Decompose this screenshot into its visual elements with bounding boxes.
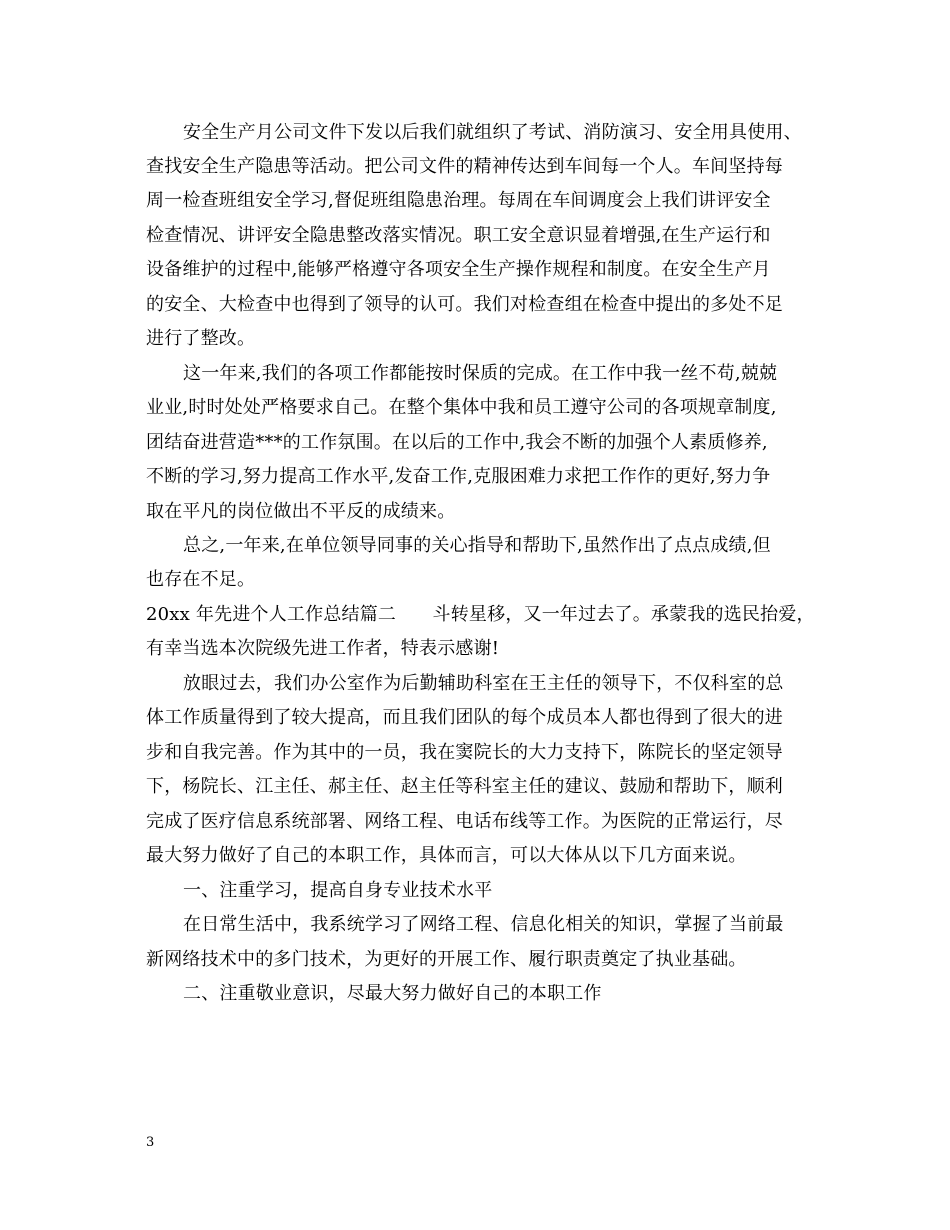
paragraph-1-line-1: 安全生产月公司文件下发以后我们就组织了考试、消防演习、安全用具使用、: [183, 122, 802, 143]
paragraph-3-line-2: 也存在不足。: [146, 569, 256, 590]
paragraph-2-line-5: 取在平凡的岗位做出不平反的成绩来。: [146, 501, 456, 522]
paragraph-5-line-2: 体工作质量得到了较大提高，而且我们团队的每个成员本人都也得到了很大的进: [146, 707, 783, 728]
section-heading-line-1: 20xx 年先进个人工作总结篇二 斗转星移，又一年过去了。承蒙我的选民抬爱，: [146, 604, 815, 625]
page-number: 3: [146, 1135, 155, 1150]
paragraph-2-line-2: 业业,时时处处严格要求自己。在整个集体中我和员工遵守公司的各项规章制度,: [146, 397, 777, 418]
paragraph-5-line-6: 最大努力做好了自己的本职工作，具体而言，可以大体从以下几方面来说。: [146, 845, 747, 866]
paragraph-2-line-3: 团结奋进营造***的工作氛围。在以后的工作中,我会不断的加强个人素质修养,: [146, 432, 768, 453]
paragraph-5-line-1: 放眼过去，我们办公室作为后勤辅助科室在王主任的领导下，不仅科室的总: [183, 673, 784, 694]
paragraph-3-line-1: 总之,一年来,在单位领导同事的关心指导和帮助下,虽然作出了点点成绩,但: [183, 535, 771, 556]
section-heading-line-2: 有幸当选本次院级先进工作者，特表示感谢!: [146, 638, 500, 659]
paragraph-5-line-5: 完成了医疗信息系统部署、网络工程、电话布线等工作。为医院的正常运行，尽: [146, 811, 783, 832]
paragraph-7-line-2: 新网络技术中的多门技术，为更好的开展工作、履行职责奠定了执业基础。: [146, 949, 747, 970]
paragraph-2-line-4: 不断的学习,努力提高工作水平,发奋工作,克服困难力求把工作作的更好,努力争: [146, 466, 771, 487]
paragraph-1-line-6: 的安全、大检查中也得到了领导的认可。我们对检查组在检查中提出的多处不足: [146, 294, 783, 315]
paragraph-1-line-3: 周一检查班组安全学习,督促班组隐患治理。每周在车间调度会上我们讲评安全: [146, 190, 771, 211]
paragraph-1-line-2: 查找安全生产隐患等活动。把公司文件的精神传达到车间每一个人。车间坚持每: [146, 156, 783, 177]
paragraph-1-line-4: 检查情况、讲评安全隐患整改落实情况。职工安全意识显着增强,在生产运行和: [146, 225, 771, 246]
subheading-1: 一、注重学习，提高自身专业技术水平: [183, 880, 493, 901]
paragraph-7-line-1: 在日常生活中，我系统学习了网络工程、信息化相关的知识，掌握了当前最: [183, 914, 784, 935]
paragraph-1-line-7: 进行了整改。: [146, 328, 256, 349]
subheading-2: 二、注重敬业意识，尽最大努力做好自己的本职工作: [183, 983, 602, 1004]
paragraph-2-line-1: 这一年来,我们的各项工作都能按时保质的完成。在工作中我一丝不苟,兢兢: [183, 363, 778, 384]
paragraph-1-line-5: 设备维护的过程中,能够严格遵守各项安全生产操作规程和制度。在安全生产月: [146, 259, 771, 280]
paragraph-5-line-4: 下，杨院长、江主任、郝主任、赵主任等科室主任的建议、鼓励和帮助下，顺利: [146, 776, 783, 797]
paragraph-5-line-3: 步和自我完善。作为其中的一员，我在窦院长的大力支持下，陈院长的坚定领导: [146, 742, 783, 763]
